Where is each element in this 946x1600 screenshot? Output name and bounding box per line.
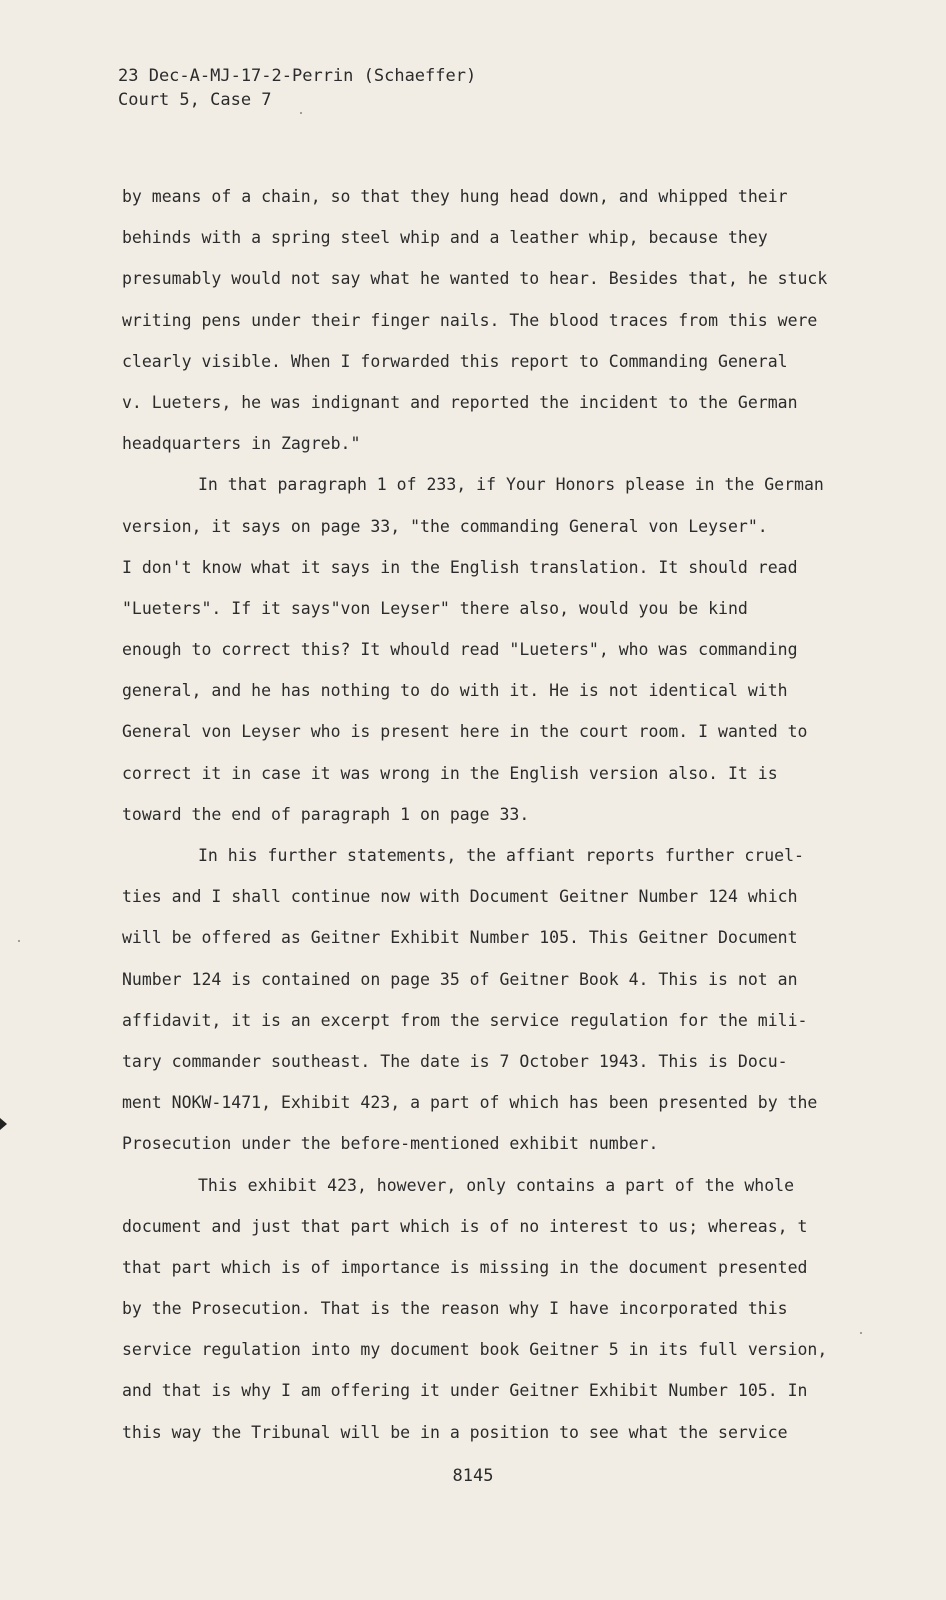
paragraph-start-line: In that paragraph 1 of 233, if Your Honors please in the German xyxy=(198,475,824,495)
paper-speck xyxy=(860,1332,862,1334)
paper-speck xyxy=(18,940,20,942)
document-header xyxy=(118,64,476,112)
text-line: by the Prosecution. That is the reason why I have incorporated this xyxy=(122,1299,788,1319)
text-line: headquarters in Zagreb." xyxy=(122,434,361,454)
text-line: General von Leyser who is present here in the court room. I wanted to xyxy=(122,722,808,742)
text-line: presumably would not say what he wanted to hear. Besides that, he stuck xyxy=(122,269,828,289)
paragraph-start-line: In his further statements, the affiant reports further cruel- xyxy=(198,846,804,865)
page-number: 8145 xyxy=(452,1466,494,1486)
text-line: and that is why I am offering it under Geitner Exhibit Number 105. In xyxy=(122,1381,808,1401)
text-line: writing pens under their finger nails. The blood traces from this were xyxy=(122,310,818,330)
text-line: version, it says on page 33, "the commanding General von Leyser". xyxy=(122,516,768,536)
text-line: I don't know what it says in the English translation. It should read xyxy=(122,557,798,577)
text-line: affidavit, it is an excerpt from the service regulation for the mili- xyxy=(122,1010,808,1030)
text-line: Prosecution under the before-mentioned exhibit number. xyxy=(122,1134,659,1154)
text-line: Number 124 is contained on page 35 of Geitner Book 4. This is not an xyxy=(122,969,798,989)
header-docket-line: 23 Dec-A-MJ-17-2-Perrin (Schaeffer) xyxy=(118,66,477,86)
text-line: ment NOKW-1471, Exhibit 423, a part of which has been presented by the xyxy=(122,1093,818,1113)
punch-hole-mark xyxy=(0,1118,7,1130)
text-line: ties and I shall continue now with Document Geitner Number 124 which xyxy=(122,887,798,907)
text-line: will be offered as Geitner Exhibit Number 105. This Geitner Document xyxy=(122,928,798,948)
text-line: clearly visible. When I forwarded this report to Commanding General xyxy=(122,351,788,371)
text-line: general, and he has nothing to do with it. He is not identical with xyxy=(122,681,788,701)
text-line: tary commander southeast. The date is 7 October 1943. This is Docu- xyxy=(122,1051,788,1071)
text-line: toward the end of paragraph 1 on page 33. xyxy=(122,804,530,824)
text-line: service regulation into my document book Geitner 5 in its full version, xyxy=(122,1340,828,1360)
paragraph-start-line: This exhibit 423, however, only contains a part of the whole xyxy=(198,1175,795,1195)
text-line: "Lueters". If it says"von Leyser" there also, would you be kind xyxy=(122,598,748,618)
text-line: document and just that part which is of no interest to us; whereas, t xyxy=(122,1216,808,1236)
text-line: correct it in case it was wrong in the English version also. It is xyxy=(122,763,778,783)
text-line: that part which is of importance is missing in the document presented xyxy=(122,1257,808,1277)
header-court-line: Court 5, Case 7 xyxy=(118,90,272,110)
text-line: this way the Tribunal will be in a position to see what the service xyxy=(122,1422,788,1442)
text-line: behinds with a spring steel whip and a leather whip, because they xyxy=(122,228,768,248)
paper-speck xyxy=(300,112,302,114)
text-line: enough to correct this? It whould read "Lueters", who was commanding xyxy=(122,640,798,660)
transcript-body xyxy=(122,176,852,1453)
text-line: by means of a chain, so that they hung head down, and whipped their xyxy=(122,187,788,206)
text-line: v. Lueters, he was indignant and reported the incident to the German xyxy=(122,392,798,412)
